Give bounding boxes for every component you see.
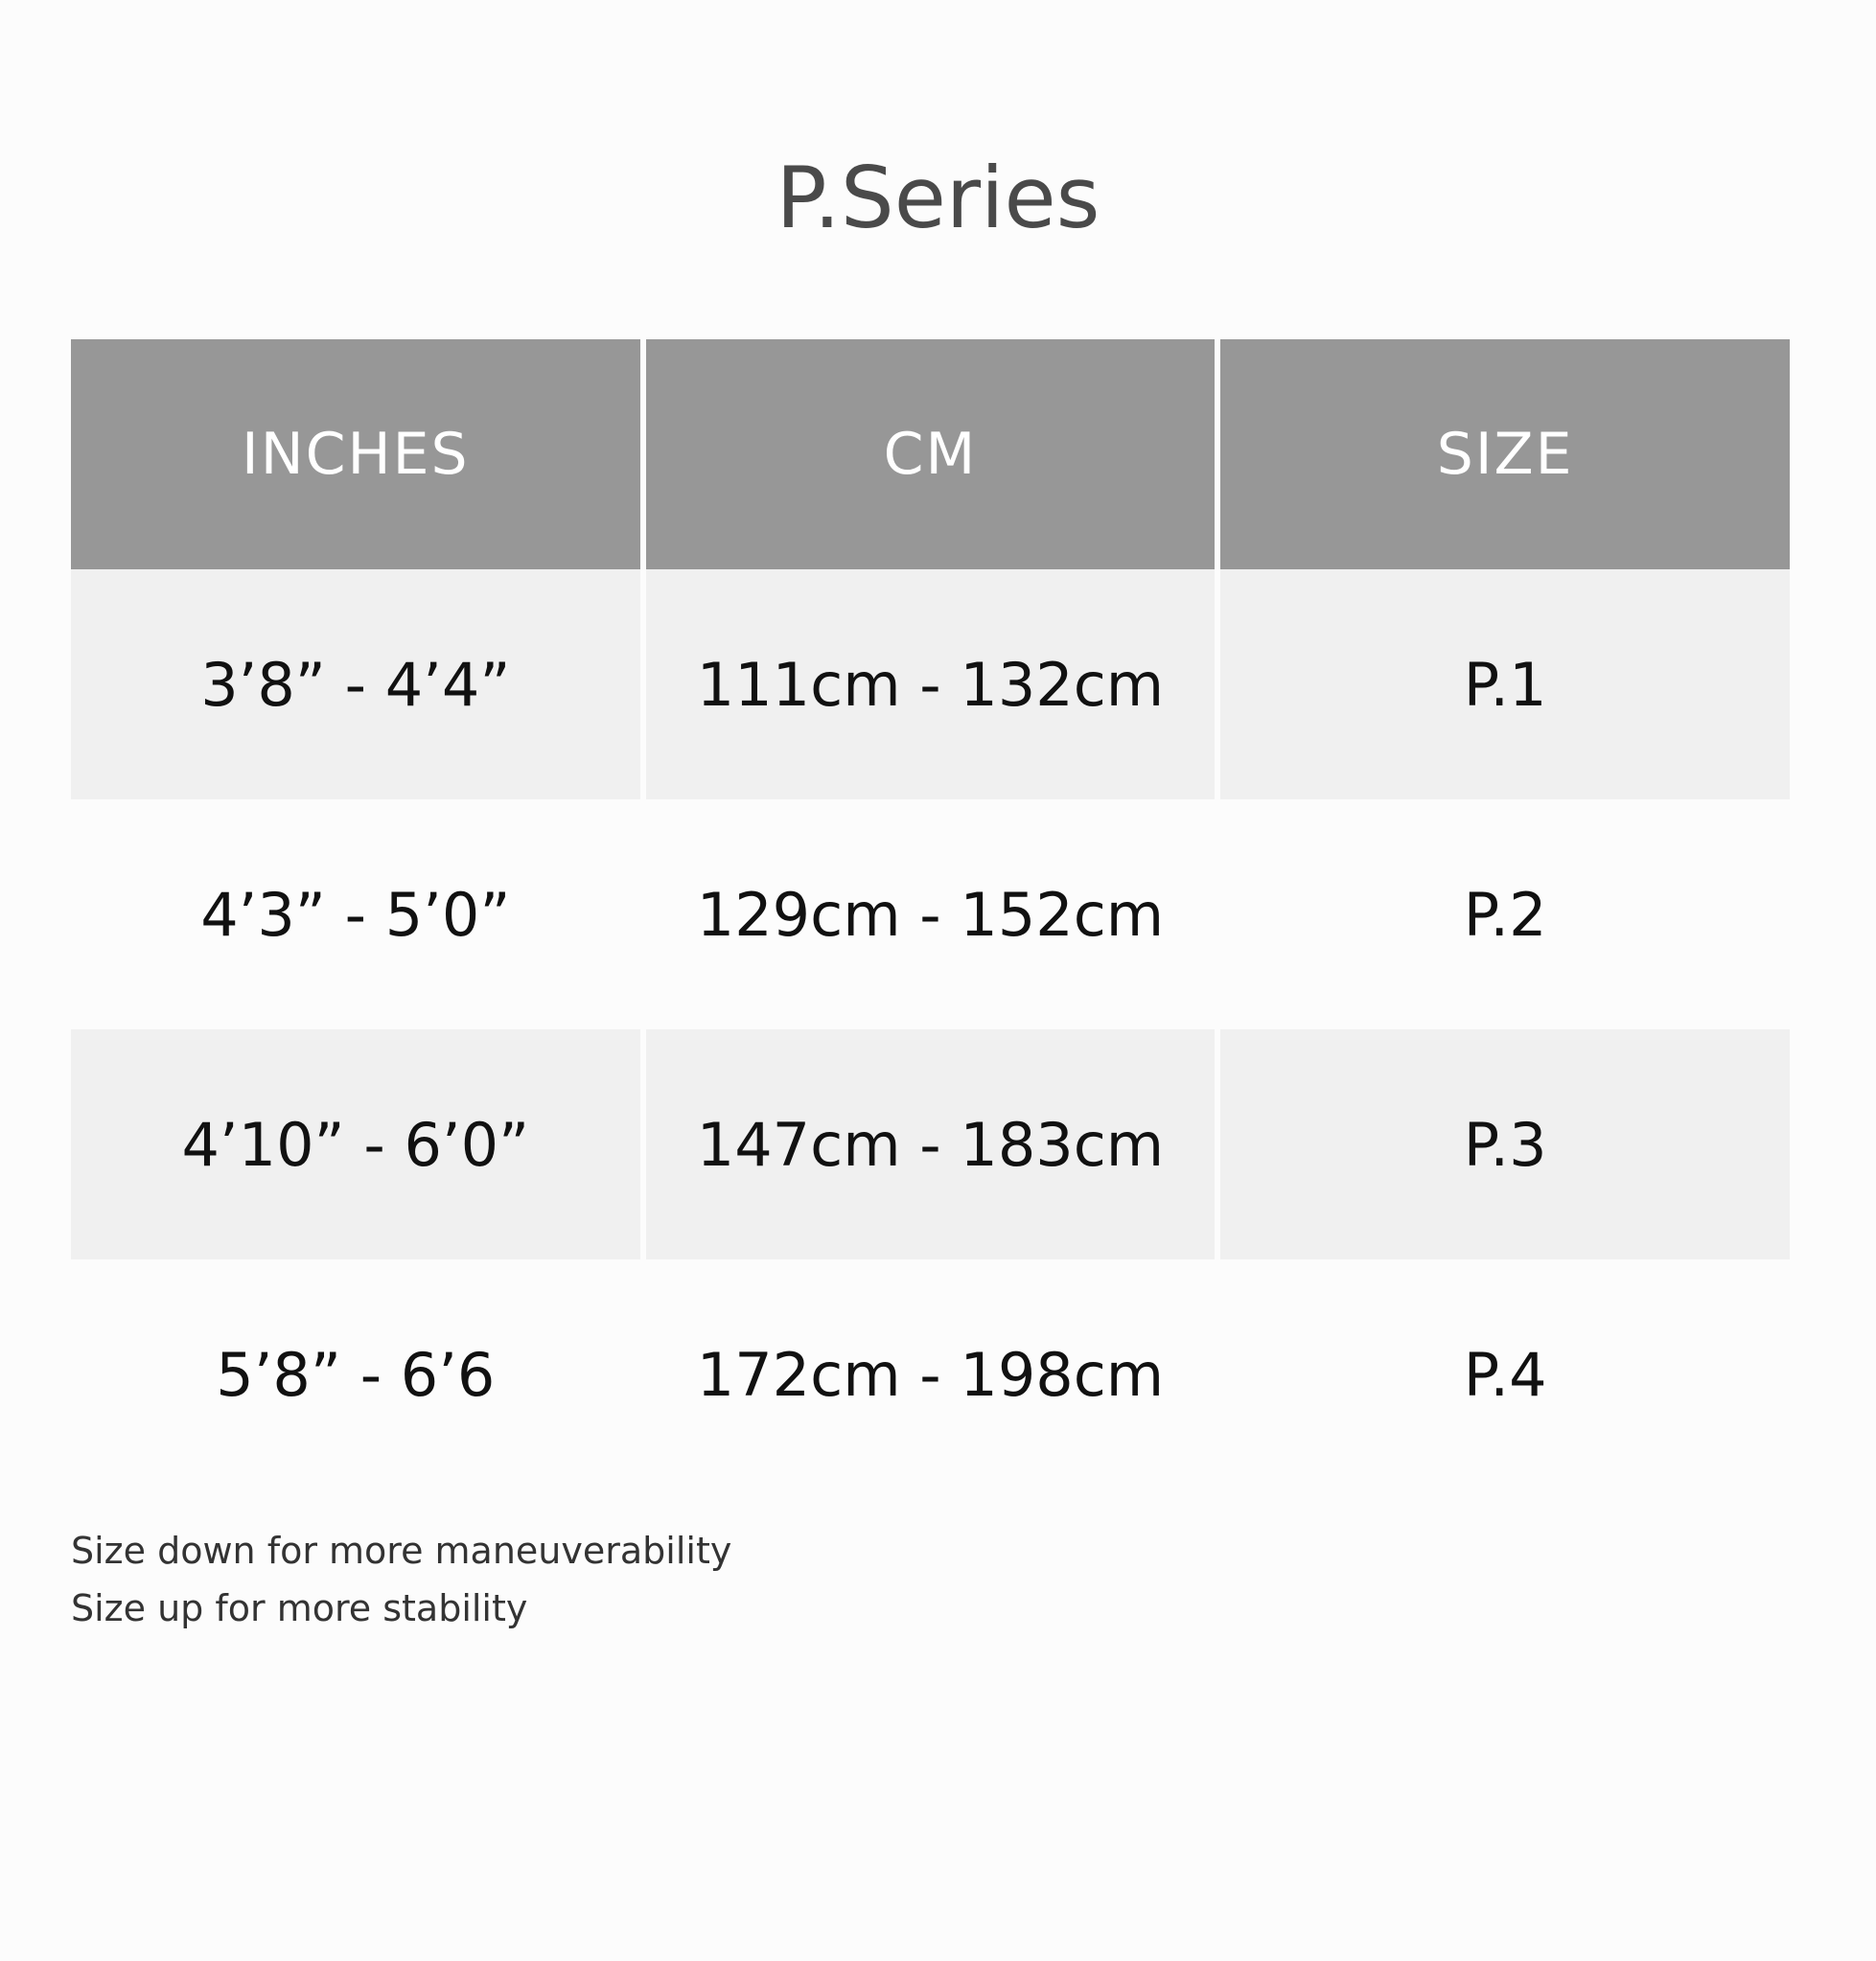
- table-header-row: [71, 339, 1790, 569]
- cell-inches: 4’3” - 5’0”: [200, 879, 511, 950]
- cell-inches: 4’10” - 6’0”: [71, 1029, 640, 1259]
- note-size-down: Size down for more maneuverability: [71, 1530, 732, 1572]
- header-size: SIZE: [1220, 339, 1790, 569]
- cell-size: P.1: [1220, 569, 1790, 799]
- cell-inches: 3’8” - 4’4”: [71, 569, 640, 799]
- cell-size: P.3: [1220, 1029, 1790, 1259]
- header-cm: CM: [646, 339, 1216, 569]
- table-row: [71, 569, 1790, 799]
- table-row: [71, 1259, 1790, 1489]
- cell-cm: 147cm - 183cm: [646, 1029, 1216, 1259]
- note-size-up: Size up for more stability: [71, 1587, 528, 1629]
- cell-size: P.4: [1463, 1339, 1547, 1410]
- table-row: [71, 799, 1790, 1029]
- header-inches: INCHES: [71, 339, 640, 569]
- table-row: [71, 1029, 1790, 1259]
- size-chart-table: [65, 339, 1795, 1489]
- page-title: P.Series: [776, 149, 1100, 247]
- sizing-notes: [71, 1522, 731, 1637]
- cell-inches: 5’8” - 6’6: [216, 1339, 496, 1410]
- cell-cm: 172cm - 198cm: [696, 1339, 1165, 1410]
- cell-cm: 129cm - 152cm: [696, 879, 1165, 950]
- cell-size: P.2: [1463, 879, 1547, 950]
- cell-cm: 111cm - 132cm: [646, 569, 1216, 799]
